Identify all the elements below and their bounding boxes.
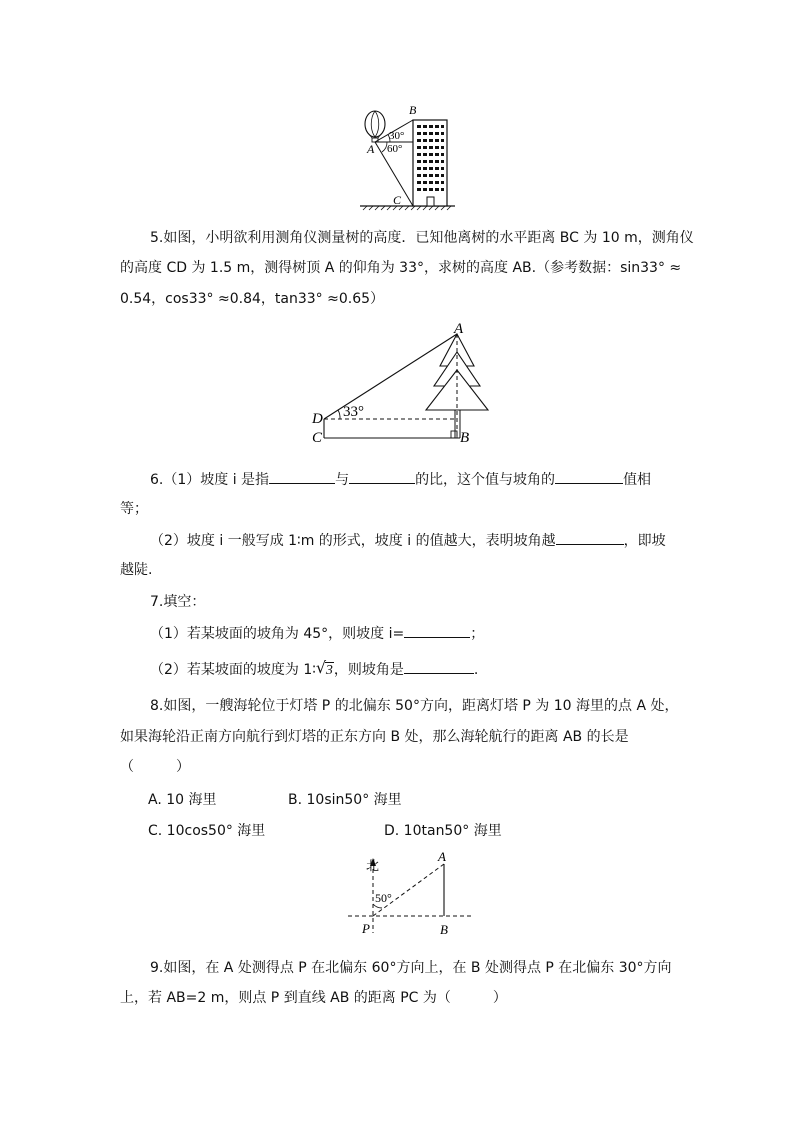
label-b: B [409, 103, 417, 117]
q7-title: 7.填空： [150, 594, 206, 610]
q5-line3: 0.54，cos33° ≈0.84，tan33° ≈0.65） [120, 291, 385, 307]
q7-p1: （1）若某坡面的坡角为 45°，则坡度 i= [150, 626, 405, 642]
q5-line2: 的高度 CD 为 1.5 m，测得树顶 A 的仰角为 33°，求树的高度 AB.（参考数据：sin33° ≈ [120, 260, 682, 276]
q9-line2: 上，若 AB=2 m，则点 P 到直线 AB 的距离 PC 为（ ） [120, 990, 507, 1006]
q9-line1: 9.如图，在 A 处测得点 P 在北偏东 60°方向上，在 B 处测得点 P 在北偏东 30°方向 [150, 960, 672, 976]
sqrt-3: √ 3 [315, 658, 333, 678]
q7-line1 [150, 623, 484, 644]
q6-blank-2[interactable] [349, 469, 415, 484]
q8-line2: 如果海轮沿正南方向航行到灯塔的正东方向 B 处，那么海轮航行的距离 AB 的长是 [120, 729, 629, 745]
angle-33: 33° [343, 404, 364, 420]
q8-line1: 8.如图，一艘海轮位于灯塔 P 的北偏东 50°方向，距离灯塔 P 为 10 海里的点 A 处， [150, 698, 679, 714]
q8-option-a[interactable]: A. 10 海里 [148, 792, 217, 808]
figure-tree [310, 318, 490, 448]
q7-p1-end: ； [470, 626, 485, 642]
label-a: A [438, 849, 446, 864]
label-c: C [393, 193, 402, 207]
q8-paren: （ ） [120, 759, 190, 775]
q6-blank-4[interactable] [556, 530, 624, 545]
label-p: P [362, 921, 370, 936]
q6-blank-1[interactable] [269, 469, 335, 484]
label-b: B [460, 430, 470, 446]
q7-blank-1[interactable] [404, 623, 470, 638]
q5-line1: 5.如图，小明欲利用测角仪测量树的高度．已知他离树的水平距离 BC 为 10 m，测角仪 [150, 230, 694, 246]
q6-blank-3[interactable] [555, 469, 623, 484]
q6-p2-b: ，即坡 [623, 533, 666, 549]
north-label: 北 [366, 858, 380, 873]
figure-balloon-building [355, 100, 460, 215]
q6-p1-c: 的比，这个值与坡角的 [415, 472, 556, 488]
q7-blank-2[interactable] [404, 659, 474, 674]
q6-line2-end: 越陡. [120, 562, 153, 578]
label-c: C [312, 430, 323, 446]
q6-line2 [150, 530, 666, 551]
q6-p1-d: 值相 [623, 472, 652, 488]
q7-p2-a: （2）若某坡面的坡度为 1∶ [150, 662, 316, 678]
q8-option-d[interactable]: D. 10tan50° 海里 [384, 823, 502, 839]
figure-compass [340, 848, 480, 938]
label-a: A [454, 321, 464, 337]
q6-p1-a: 6.（1）坡度 i 是指 [150, 472, 270, 488]
q7-p2-b: ，则坡角是 [333, 662, 404, 678]
label-b: B [440, 922, 448, 937]
angle-60: 60° [387, 143, 403, 155]
angle-30: 30° [389, 130, 405, 142]
q7-line2 [150, 659, 478, 681]
q6-line1-end: 等； [120, 501, 148, 517]
q7-p2-end: . [473, 662, 479, 678]
q6-p1-b: 与 [335, 472, 350, 488]
label-a: A [367, 142, 375, 156]
q6-line1 [150, 469, 651, 490]
angle-50: 50° [375, 891, 392, 905]
q6-p2-a: （2）坡度 i 一般写成 1∶m 的形式，坡度 i 的值越大，表明坡角越 [150, 533, 556, 549]
q8-option-c[interactable]: C. 10cos50° 海里 [148, 823, 266, 839]
q8-option-b[interactable]: B. 10sin50° 海里 [288, 792, 402, 808]
label-d: D [312, 411, 323, 427]
